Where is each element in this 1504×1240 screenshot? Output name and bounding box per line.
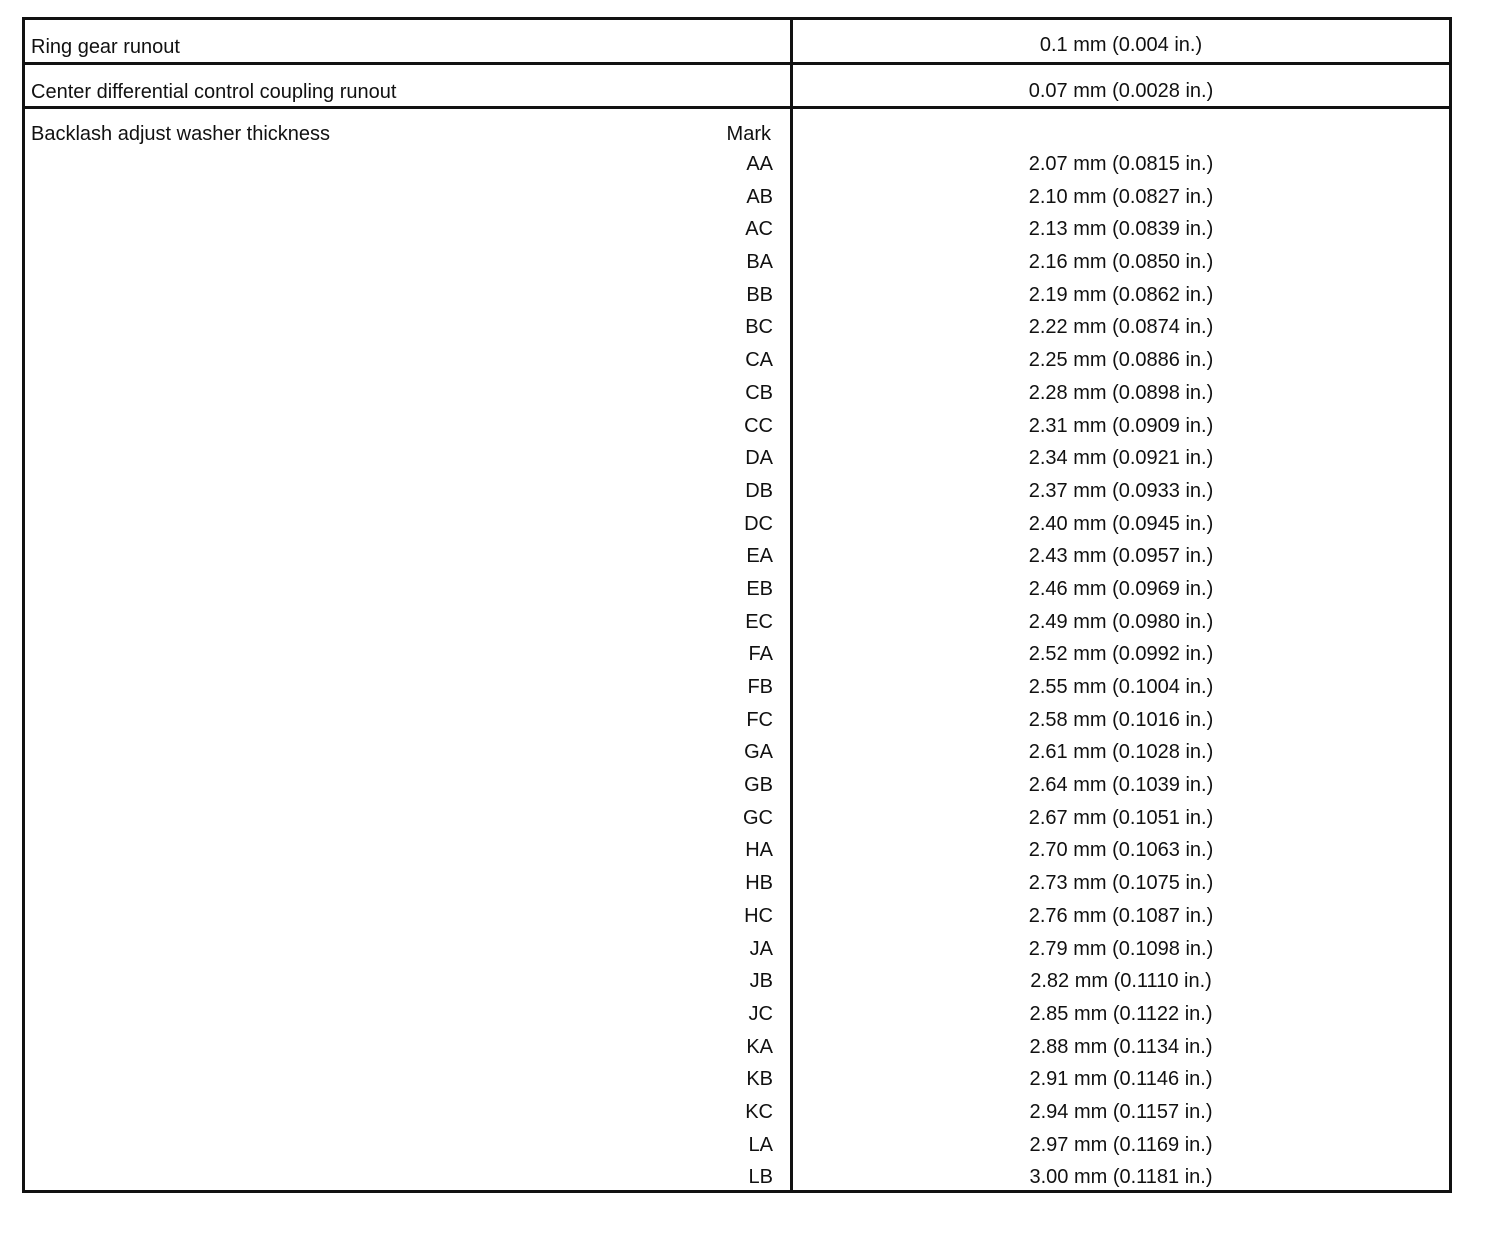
coupling-runout-label: Center differential control coupling runout bbox=[31, 81, 397, 103]
washer-mark: AC bbox=[745, 218, 773, 241]
washer-item bbox=[25, 381, 1449, 414]
washer-size: 2.37 mm (0.0933 in.) bbox=[1028, 479, 1214, 502]
washer-item bbox=[25, 152, 1449, 185]
washer-item bbox=[25, 577, 1449, 610]
washer-mark: KC bbox=[745, 1100, 773, 1123]
washer-mark: EA bbox=[746, 545, 773, 568]
washer-item bbox=[25, 250, 1449, 283]
washer-mark: HA bbox=[745, 839, 773, 862]
washer-mark: CC bbox=[744, 414, 773, 437]
washer-size: 2.40 mm (0.0945 in.) bbox=[1028, 512, 1214, 535]
washer-item bbox=[25, 315, 1449, 348]
washer-item bbox=[25, 806, 1449, 839]
washer-size: 2.58 mm (0.1016 in.) bbox=[1028, 708, 1214, 731]
washer-item bbox=[25, 217, 1449, 250]
washer-size: 2.70 mm (0.1063 in.) bbox=[1028, 839, 1214, 862]
ring-gear-runout-label: Ring gear runout bbox=[31, 36, 180, 58]
washer-thickness-row bbox=[25, 109, 1449, 1190]
washer-mark: JB bbox=[749, 970, 773, 993]
washer-mark: FC bbox=[746, 708, 773, 731]
washer-item bbox=[25, 838, 1449, 871]
washer-mark: EC bbox=[745, 610, 773, 633]
washer-mark: LA bbox=[748, 1133, 773, 1156]
washer-mark: HB bbox=[745, 872, 773, 895]
washer-thickness-label: Backlash adjust washer thickness bbox=[31, 123, 331, 145]
washer-item bbox=[25, 937, 1449, 970]
washer-size: 2.85 mm (0.1122 in.) bbox=[1029, 1002, 1213, 1025]
washer-size: 3.00 mm (0.1181 in.) bbox=[1029, 1166, 1213, 1189]
washer-item bbox=[25, 1165, 1449, 1198]
washer-size: 2.07 mm (0.0815 in.) bbox=[1028, 153, 1214, 175]
washer-item bbox=[25, 1002, 1449, 1035]
washer-size: 2.61 mm (0.1028 in.) bbox=[1028, 741, 1214, 764]
washer-item bbox=[25, 512, 1449, 545]
washer-mark: FA bbox=[748, 643, 773, 666]
washer-item bbox=[25, 446, 1449, 479]
washer-size: 2.79 mm (0.1098 in.) bbox=[1028, 937, 1214, 960]
washer-size: 2.22 mm (0.0874 in.) bbox=[1028, 316, 1214, 339]
washer-mark: AB bbox=[746, 185, 773, 208]
washer-item bbox=[25, 348, 1449, 381]
washer-size: 2.19 mm (0.0862 in.) bbox=[1028, 283, 1214, 306]
washer-mark: GB bbox=[744, 774, 773, 797]
washer-item bbox=[25, 773, 1449, 806]
washer-size: 2.67 mm (0.1051 in.) bbox=[1028, 806, 1214, 829]
ring-gear-runout-row bbox=[25, 20, 1449, 65]
washer-mark: KA bbox=[746, 1035, 773, 1058]
washer-mark: GC bbox=[743, 806, 773, 829]
washer-size: 2.34 mm (0.0921 in.) bbox=[1028, 447, 1214, 470]
ring-gear-runout-value: 0.1 mm (0.004 in.) bbox=[1039, 34, 1203, 56]
washer-item bbox=[25, 642, 1449, 675]
washer-size: 2.73 mm (0.1075 in.) bbox=[1028, 872, 1214, 895]
washer-size: 2.16 mm (0.0850 in.) bbox=[1028, 251, 1214, 274]
washer-item bbox=[25, 479, 1449, 512]
washer-mark: LB bbox=[748, 1166, 773, 1189]
washer-size: 2.31 mm (0.0909 in.) bbox=[1028, 414, 1214, 437]
mark-column-header: Mark bbox=[726, 123, 771, 145]
washer-mark: CA bbox=[745, 349, 773, 372]
washer-item bbox=[25, 904, 1449, 937]
washer-size: 2.94 mm (0.1157 in.) bbox=[1029, 1100, 1213, 1123]
washer-item bbox=[25, 969, 1449, 1002]
washer-mark: BB bbox=[746, 283, 773, 306]
washer-item bbox=[25, 708, 1449, 741]
washer-mark: AA bbox=[746, 153, 773, 175]
washer-size: 2.25 mm (0.0886 in.) bbox=[1028, 349, 1214, 372]
washer-item bbox=[25, 1067, 1449, 1100]
washer-mark: DA bbox=[745, 447, 773, 470]
washer-mark: DB bbox=[745, 479, 773, 502]
coupling-runout-row bbox=[25, 65, 1449, 109]
washer-mark: DC bbox=[744, 512, 773, 535]
washer-item bbox=[25, 740, 1449, 773]
washer-item bbox=[25, 610, 1449, 643]
washer-item bbox=[25, 675, 1449, 708]
washer-item bbox=[25, 283, 1449, 316]
washer-item bbox=[25, 871, 1449, 904]
washer-mark: GA bbox=[744, 741, 773, 764]
washer-size: 2.49 mm (0.0980 in.) bbox=[1028, 610, 1214, 633]
washer-size: 2.43 mm (0.0957 in.) bbox=[1028, 545, 1214, 568]
washer-mark: EB bbox=[746, 577, 773, 600]
washer-size: 2.88 mm (0.1134 in.) bbox=[1029, 1035, 1213, 1058]
washer-size: 2.13 mm (0.0839 in.) bbox=[1028, 218, 1214, 241]
washer-mark: JA bbox=[749, 937, 773, 960]
spec-table bbox=[22, 17, 1452, 1193]
washer-mark: HC bbox=[744, 904, 773, 927]
washer-size: 2.82 mm (0.1110 in.) bbox=[1030, 970, 1212, 993]
washer-item bbox=[25, 1133, 1449, 1166]
washer-mark: FB bbox=[747, 676, 773, 698]
washer-size: 2.64 mm (0.1039 in.) bbox=[1028, 774, 1214, 797]
washer-size: 2.46 mm (0.0969 in.) bbox=[1028, 577, 1214, 600]
washer-size: 2.28 mm (0.0898 in.) bbox=[1028, 381, 1214, 404]
washer-mark: KB bbox=[746, 1068, 773, 1091]
washer-size: 2.97 mm (0.1169 in.) bbox=[1029, 1133, 1213, 1156]
washer-item bbox=[25, 185, 1449, 218]
washer-size: 2.55 mm (0.1004 in.) bbox=[1028, 676, 1214, 698]
washer-mark: CB bbox=[745, 381, 773, 404]
coupling-runout-value: 0.07 mm (0.0028 in.) bbox=[1028, 80, 1214, 102]
washer-item bbox=[25, 1100, 1449, 1133]
washer-size: 2.10 mm (0.0827 in.) bbox=[1028, 185, 1214, 208]
washer-item bbox=[25, 1035, 1449, 1068]
washer-mark: BC bbox=[745, 316, 773, 339]
washer-size: 2.52 mm (0.0992 in.) bbox=[1028, 643, 1214, 666]
washer-mark: BA bbox=[746, 251, 773, 274]
washer-item bbox=[25, 414, 1449, 447]
washer-size: 2.91 mm (0.1146 in.) bbox=[1029, 1068, 1213, 1091]
washer-item bbox=[25, 544, 1449, 577]
washer-size: 2.76 mm (0.1087 in.) bbox=[1028, 904, 1214, 927]
washer-mark: JC bbox=[748, 1002, 773, 1025]
washer-list bbox=[25, 152, 1449, 1198]
